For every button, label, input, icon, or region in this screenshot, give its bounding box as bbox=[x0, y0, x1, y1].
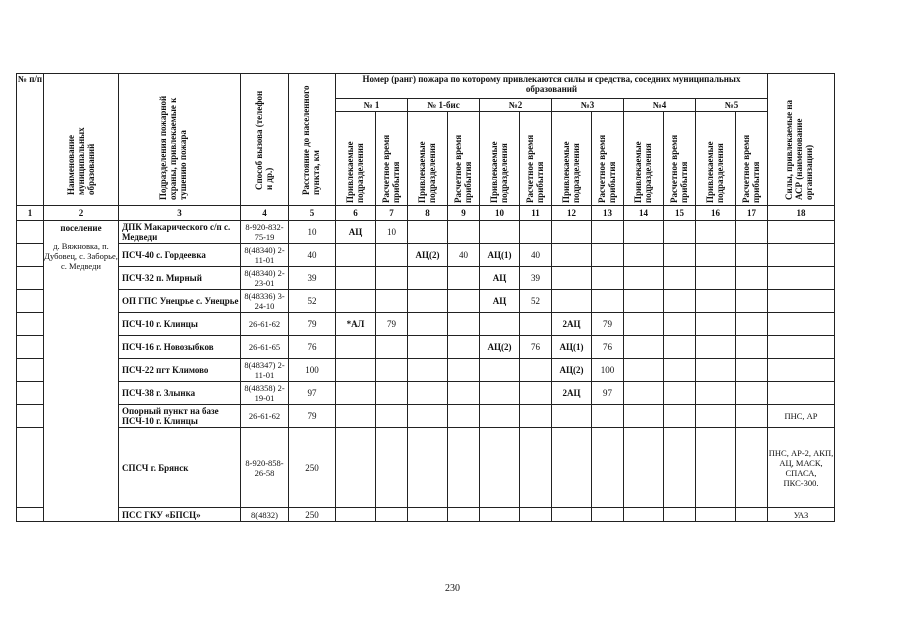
table-row bbox=[17, 267, 835, 290]
attracted-unit-cell: 2АЦ bbox=[552, 382, 592, 405]
header-forces: Силы, привлекаемые на АСР (наименование организации) bbox=[768, 74, 835, 206]
attracted-unit-cell bbox=[624, 290, 664, 313]
row-number-cell bbox=[17, 221, 44, 244]
row-number-cell bbox=[17, 359, 44, 382]
sub-units-1: Привлекаемые подразделения bbox=[336, 112, 376, 206]
attracted-unit-cell bbox=[408, 313, 448, 336]
arrival-time-cell bbox=[448, 221, 480, 244]
arrival-time-cell bbox=[376, 428, 408, 508]
sub-time-1: Расчетное время прибытия bbox=[376, 112, 408, 206]
unit-name: ПСЧ-16 г. Новозыбков bbox=[119, 336, 241, 359]
arrival-time-cell bbox=[664, 428, 696, 508]
column-number: 14 bbox=[624, 206, 664, 221]
arrival-time-cell bbox=[520, 428, 552, 508]
distance: 250 bbox=[289, 428, 336, 508]
attracted-unit-cell bbox=[552, 267, 592, 290]
attracted-unit-cell bbox=[624, 359, 664, 382]
sub-time-5: Расчетное время прибытия bbox=[736, 112, 768, 206]
attracted-unit-cell bbox=[408, 405, 448, 428]
arrival-time-cell bbox=[736, 290, 768, 313]
arrival-time-cell bbox=[664, 336, 696, 359]
attracted-unit-cell bbox=[336, 290, 376, 313]
municipality-type: поселение bbox=[60, 223, 102, 233]
attracted-unit-cell: АЦ bbox=[480, 267, 520, 290]
arrival-time-cell bbox=[664, 290, 696, 313]
asr-forces: ПНС, АР-2, АКП, АЦ, МАСК, СПАСА, ПКС-300. bbox=[768, 428, 835, 508]
attracted-unit-cell bbox=[336, 359, 376, 382]
attracted-unit-cell bbox=[696, 336, 736, 359]
attracted-unit-cell bbox=[624, 508, 664, 522]
arrival-time-cell: 52 bbox=[520, 290, 552, 313]
distance: 10 bbox=[289, 221, 336, 244]
column-number: 12 bbox=[552, 206, 592, 221]
rank-3: №3 bbox=[552, 99, 624, 112]
attracted-unit-cell bbox=[624, 267, 664, 290]
arrival-time-cell bbox=[664, 508, 696, 522]
row-number-cell bbox=[17, 508, 44, 522]
attracted-unit-cell bbox=[552, 221, 592, 244]
arrival-time-cell: 40 bbox=[520, 244, 552, 267]
sub-time-1bis: Расчетное время прибытия bbox=[448, 112, 480, 206]
arrival-time-cell: 40 bbox=[448, 244, 480, 267]
asr-forces bbox=[768, 267, 835, 290]
attracted-unit-cell bbox=[336, 244, 376, 267]
arrival-time-cell bbox=[664, 405, 696, 428]
column-number: 8 bbox=[408, 206, 448, 221]
arrival-time-cell bbox=[736, 428, 768, 508]
arrival-time-cell bbox=[592, 221, 624, 244]
arrival-time-cell bbox=[736, 313, 768, 336]
header-num: № п/п bbox=[17, 74, 44, 206]
asr-forces bbox=[768, 359, 835, 382]
column-number: 9 bbox=[448, 206, 480, 221]
unit-name: ОП ГПС Унецрье с. Унецрье bbox=[119, 290, 241, 313]
header-units: Подразделения пожарной охраны, привлекаемые к тушению пожара bbox=[119, 74, 241, 206]
attracted-unit-cell bbox=[696, 244, 736, 267]
attracted-unit-cell bbox=[408, 359, 448, 382]
attracted-unit-cell bbox=[408, 508, 448, 522]
unit-name: ПСЧ-38 г. Злынка bbox=[119, 382, 241, 405]
table-row bbox=[17, 405, 835, 428]
attracted-unit-cell bbox=[408, 221, 448, 244]
column-number: 18 bbox=[768, 206, 835, 221]
attracted-unit-cell: АЦ bbox=[336, 221, 376, 244]
table-row bbox=[17, 221, 835, 244]
attracted-unit-cell bbox=[336, 267, 376, 290]
call-method: 8(48358) 2-19-01 bbox=[241, 382, 289, 405]
row-number-cell bbox=[17, 244, 44, 267]
row-number-cell bbox=[17, 428, 44, 508]
attracted-unit-cell bbox=[552, 290, 592, 313]
rank-2: №2 bbox=[480, 99, 552, 112]
call-method: 8(48336) 3-24-10 bbox=[241, 290, 289, 313]
rank-1bis: № 1-бис bbox=[408, 99, 480, 112]
arrival-time-cell bbox=[520, 221, 552, 244]
arrival-time-cell bbox=[448, 428, 480, 508]
unit-name: ПСС ГКУ «БПСЦ» bbox=[119, 508, 241, 522]
distance: 79 bbox=[289, 313, 336, 336]
table-row bbox=[17, 428, 835, 508]
arrival-time-cell bbox=[376, 267, 408, 290]
arrival-time-cell bbox=[592, 428, 624, 508]
attracted-unit-cell bbox=[408, 290, 448, 313]
attracted-unit-cell bbox=[696, 428, 736, 508]
arrival-time-cell: 10 bbox=[376, 221, 408, 244]
attracted-unit-cell: АЦ(1) bbox=[552, 336, 592, 359]
arrival-time-cell bbox=[592, 267, 624, 290]
arrival-time-cell bbox=[376, 244, 408, 267]
column-number: 5 bbox=[289, 206, 336, 221]
distance: 40 bbox=[289, 244, 336, 267]
arrival-time-cell bbox=[736, 336, 768, 359]
attracted-unit-cell bbox=[552, 508, 592, 522]
distance: 97 bbox=[289, 382, 336, 405]
table-row bbox=[17, 336, 835, 359]
arrival-time-cell: 100 bbox=[592, 359, 624, 382]
attracted-unit-cell: АЦ(2) bbox=[552, 359, 592, 382]
table-row bbox=[17, 382, 835, 405]
sub-units-5: Привлекаемые подразделения bbox=[696, 112, 736, 206]
column-numbers-row bbox=[17, 206, 835, 221]
arrival-time-cell bbox=[448, 267, 480, 290]
arrival-time-cell bbox=[448, 382, 480, 405]
arrival-time-cell bbox=[664, 244, 696, 267]
distance: 79 bbox=[289, 405, 336, 428]
sub-units-4: Привлекаемые подразделения bbox=[624, 112, 664, 206]
call-method: 26-61-62 bbox=[241, 313, 289, 336]
rank-5: №5 bbox=[696, 99, 768, 112]
attracted-unit-cell bbox=[408, 336, 448, 359]
table-row bbox=[17, 244, 835, 267]
attracted-unit-cell bbox=[696, 290, 736, 313]
arrival-time-cell: 39 bbox=[520, 267, 552, 290]
arrival-time-cell bbox=[592, 508, 624, 522]
asr-forces: УАЗ bbox=[768, 508, 835, 522]
unit-name: ПСЧ-32 п. Мирный bbox=[119, 267, 241, 290]
attracted-unit-cell bbox=[336, 508, 376, 522]
arrival-time-cell bbox=[448, 313, 480, 336]
rank-4: №4 bbox=[624, 99, 696, 112]
distance: 100 bbox=[289, 359, 336, 382]
arrival-time-cell bbox=[376, 290, 408, 313]
arrival-time-cell bbox=[664, 221, 696, 244]
asr-forces bbox=[768, 336, 835, 359]
attracted-unit-cell bbox=[480, 382, 520, 405]
arrival-time-cell bbox=[664, 382, 696, 405]
sub-units-3: Привлекаемые подразделения bbox=[552, 112, 592, 206]
asr-forces: ПНС, АР bbox=[768, 405, 835, 428]
column-number: 2 bbox=[44, 206, 119, 221]
attracted-unit-cell bbox=[624, 428, 664, 508]
attracted-unit-cell bbox=[624, 313, 664, 336]
attracted-unit-cell bbox=[696, 508, 736, 522]
row-number-cell bbox=[17, 290, 44, 313]
header-distance: Расстояние до населенного пункта, км bbox=[289, 74, 336, 206]
arrival-time-cell: 79 bbox=[376, 313, 408, 336]
call-method: 8(48340) 2-23-01 bbox=[241, 267, 289, 290]
sub-units-1bis: Привлекаемые подразделения bbox=[408, 112, 448, 206]
attracted-unit-cell bbox=[696, 221, 736, 244]
attracted-unit-cell bbox=[696, 405, 736, 428]
attracted-unit-cell bbox=[480, 508, 520, 522]
asr-forces bbox=[768, 221, 835, 244]
arrival-time-cell bbox=[448, 359, 480, 382]
column-number: 15 bbox=[664, 206, 696, 221]
unit-name: ДПК Макарического с/п с. Медведи bbox=[119, 221, 241, 244]
sub-units-2: Привлекаемые подразделения bbox=[480, 112, 520, 206]
attracted-unit-cell bbox=[552, 428, 592, 508]
attracted-unit-cell bbox=[480, 428, 520, 508]
arrival-time-cell bbox=[520, 313, 552, 336]
unit-name: ПСЧ-10 г. Клинцы bbox=[119, 313, 241, 336]
unit-name: ПСЧ-40 с. Гордеевка bbox=[119, 244, 241, 267]
arrival-time-cell bbox=[376, 508, 408, 522]
call-method: 26-61-65 bbox=[241, 336, 289, 359]
arrival-time-cell bbox=[448, 405, 480, 428]
arrival-time-cell bbox=[736, 359, 768, 382]
arrival-time-cell bbox=[448, 336, 480, 359]
arrival-time-cell bbox=[376, 359, 408, 382]
arrival-time-cell bbox=[664, 313, 696, 336]
attracted-unit-cell bbox=[696, 382, 736, 405]
table-row bbox=[17, 508, 835, 522]
arrival-time-cell bbox=[592, 244, 624, 267]
column-number: 16 bbox=[696, 206, 736, 221]
rank-1: № 1 bbox=[336, 99, 408, 112]
distance: 250 bbox=[289, 508, 336, 522]
arrival-time-cell bbox=[520, 382, 552, 405]
column-number: 10 bbox=[480, 206, 520, 221]
call-method: 26-61-62 bbox=[241, 405, 289, 428]
arrival-time-cell bbox=[520, 508, 552, 522]
sub-time-3: Расчетное время прибытия bbox=[592, 112, 624, 206]
arrival-time-cell bbox=[664, 359, 696, 382]
table-row bbox=[17, 359, 835, 382]
distance: 52 bbox=[289, 290, 336, 313]
asr-forces bbox=[768, 244, 835, 267]
attracted-unit-cell bbox=[408, 267, 448, 290]
row-number-cell bbox=[17, 405, 44, 428]
column-number: 3 bbox=[119, 206, 241, 221]
row-number-cell bbox=[17, 267, 44, 290]
attracted-unit-cell: АЦ(2) bbox=[408, 244, 448, 267]
attracted-unit-cell bbox=[696, 359, 736, 382]
attracted-unit-cell bbox=[552, 405, 592, 428]
asr-forces bbox=[768, 313, 835, 336]
attracted-unit-cell bbox=[552, 244, 592, 267]
call-method: 8-920-858-26-58 bbox=[241, 428, 289, 508]
attracted-unit-cell bbox=[408, 428, 448, 508]
call-method: 8(48340) 2-11-01 bbox=[241, 244, 289, 267]
page-number: 230 bbox=[445, 583, 460, 594]
column-number: 13 bbox=[592, 206, 624, 221]
attracted-unit-cell: *АЛ bbox=[336, 313, 376, 336]
unit-name: СПСЧ г. Брянск bbox=[119, 428, 241, 508]
column-number: 11 bbox=[520, 206, 552, 221]
header-municipality: Наименование муниципальных образований bbox=[44, 74, 119, 206]
arrival-time-cell: 76 bbox=[520, 336, 552, 359]
arrival-time-cell: 76 bbox=[592, 336, 624, 359]
call-method: 8-920-832-75-19 bbox=[241, 221, 289, 244]
arrival-time-cell bbox=[376, 336, 408, 359]
arrival-time-cell bbox=[376, 382, 408, 405]
asr-forces bbox=[768, 290, 835, 313]
arrival-time-cell bbox=[592, 290, 624, 313]
table-row bbox=[17, 313, 835, 336]
attracted-unit-cell bbox=[624, 221, 664, 244]
arrival-time-cell bbox=[736, 244, 768, 267]
table-row bbox=[17, 290, 835, 313]
column-number: 17 bbox=[736, 206, 768, 221]
unit-name: ПСЧ-22 пгт Климово bbox=[119, 359, 241, 382]
arrival-time-cell bbox=[736, 508, 768, 522]
arrival-time-cell bbox=[448, 290, 480, 313]
attracted-unit-cell bbox=[480, 405, 520, 428]
header-group-title: Номер (ранг) пожара по которому привлекаются силы и средства, соседних муниципальных образований bbox=[336, 74, 768, 99]
attracted-unit-cell: 2АЦ bbox=[552, 313, 592, 336]
arrival-time-cell: 79 bbox=[592, 313, 624, 336]
arrival-time-cell bbox=[376, 405, 408, 428]
arrival-time-cell bbox=[448, 508, 480, 522]
attracted-unit-cell bbox=[624, 382, 664, 405]
header-call: Способ вызова (телефон и др.) bbox=[241, 74, 289, 206]
attracted-unit-cell bbox=[624, 336, 664, 359]
attracted-unit-cell bbox=[480, 221, 520, 244]
attracted-unit-cell bbox=[336, 405, 376, 428]
asr-forces bbox=[768, 382, 835, 405]
row-number-cell bbox=[17, 382, 44, 405]
municipality-cell bbox=[44, 221, 119, 522]
attracted-unit-cell bbox=[336, 428, 376, 508]
fire-forces-table bbox=[16, 73, 835, 522]
municipality-settlements: д. Вяжновка, п. Дубовец, с. Заборье, с. Медведи bbox=[44, 241, 118, 271]
column-number: 7 bbox=[376, 206, 408, 221]
column-number: 6 bbox=[336, 206, 376, 221]
attracted-unit-cell bbox=[624, 244, 664, 267]
attracted-unit-cell bbox=[480, 359, 520, 382]
attracted-unit-cell bbox=[336, 382, 376, 405]
call-method: 8(4832) bbox=[241, 508, 289, 522]
arrival-time-cell: 97 bbox=[592, 382, 624, 405]
distance: 39 bbox=[289, 267, 336, 290]
attracted-unit-cell bbox=[624, 405, 664, 428]
attracted-unit-cell bbox=[336, 336, 376, 359]
attracted-unit-cell bbox=[696, 313, 736, 336]
arrival-time-cell bbox=[736, 267, 768, 290]
attracted-unit-cell bbox=[696, 267, 736, 290]
distance: 76 bbox=[289, 336, 336, 359]
arrival-time-cell bbox=[736, 405, 768, 428]
arrival-time-cell bbox=[736, 382, 768, 405]
arrival-time-cell bbox=[520, 359, 552, 382]
arrival-time-cell bbox=[520, 405, 552, 428]
call-method: 8(48347) 2-11-01 bbox=[241, 359, 289, 382]
row-number-cell bbox=[17, 313, 44, 336]
arrival-time-cell bbox=[736, 221, 768, 244]
attracted-unit-cell: АЦ(2) bbox=[480, 336, 520, 359]
sub-time-4: Расчетное время прибытия bbox=[664, 112, 696, 206]
attracted-unit-cell: АЦ bbox=[480, 290, 520, 313]
sub-time-2: Расчетное время прибытия bbox=[520, 112, 552, 206]
attracted-unit-cell bbox=[408, 382, 448, 405]
arrival-time-cell bbox=[664, 267, 696, 290]
row-number-cell bbox=[17, 336, 44, 359]
attracted-unit-cell bbox=[480, 313, 520, 336]
column-number: 1 bbox=[17, 206, 44, 221]
column-number: 4 bbox=[241, 206, 289, 221]
attracted-unit-cell: АЦ(1) bbox=[480, 244, 520, 267]
arrival-time-cell bbox=[592, 405, 624, 428]
unit-name: Опорный пункт на базе ПСЧ-10 г. Клинцы bbox=[119, 405, 241, 428]
